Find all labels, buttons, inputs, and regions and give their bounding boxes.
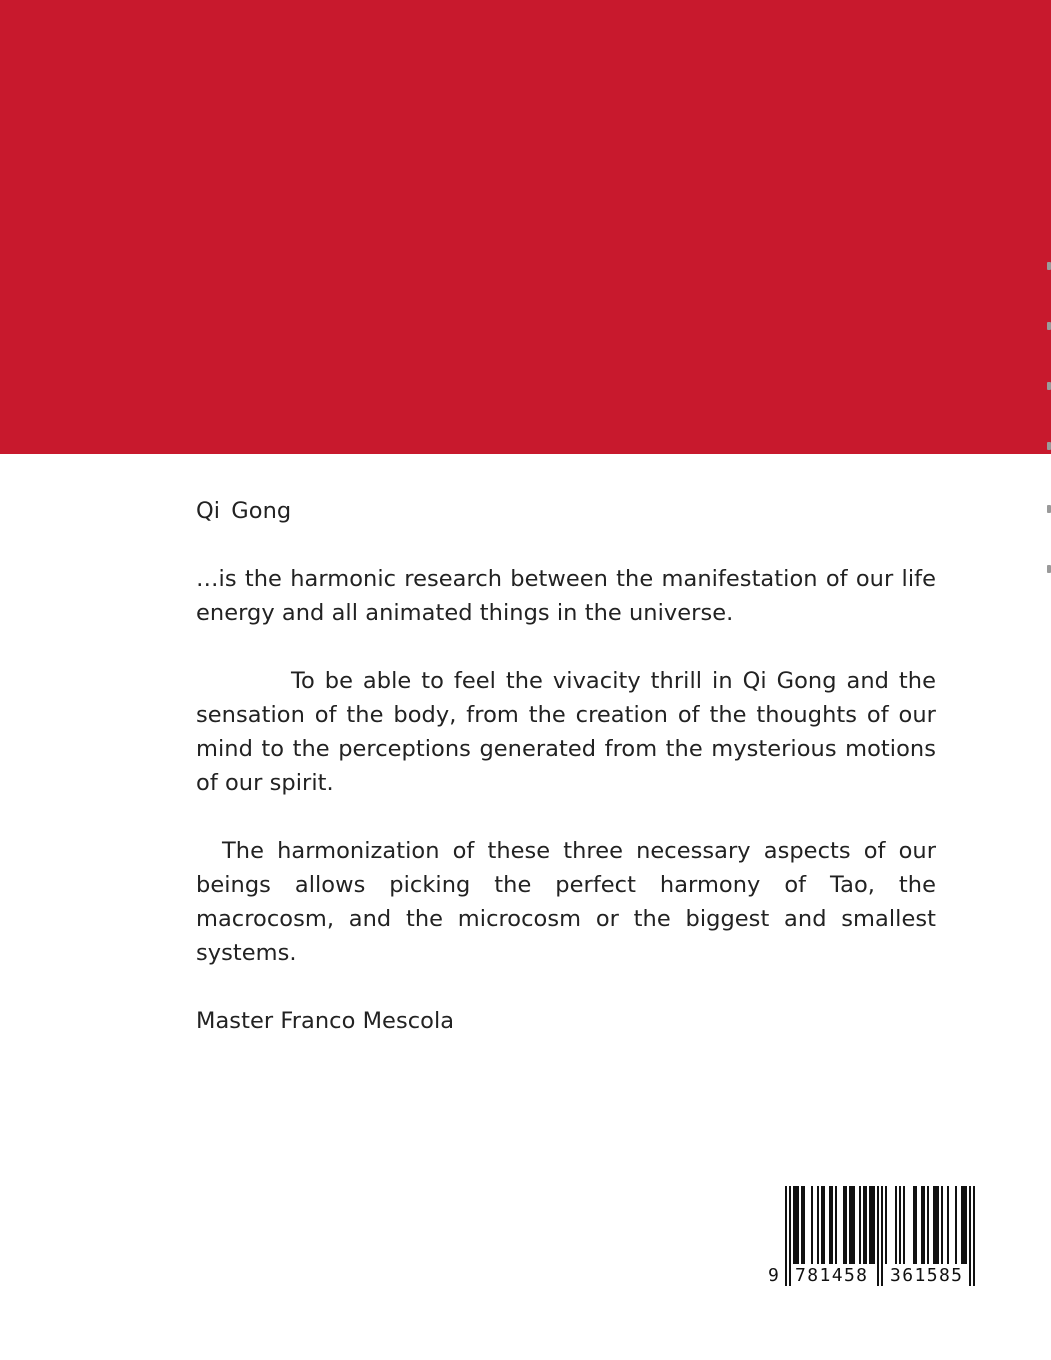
page-edge-marks bbox=[1045, 250, 1051, 590]
red-header-band bbox=[0, 0, 1051, 454]
edge-mark bbox=[1047, 322, 1051, 330]
barcode-bar bbox=[797, 1186, 799, 1264]
barcode-guard-bar bbox=[877, 1186, 879, 1286]
barcode-bar bbox=[829, 1186, 831, 1264]
barcode-bar bbox=[885, 1186, 887, 1264]
barcode-guard-bar bbox=[789, 1186, 791, 1286]
barcode-guard-bar bbox=[785, 1186, 787, 1286]
barcode-bar bbox=[859, 1186, 861, 1264]
barcode-bar bbox=[801, 1186, 803, 1264]
barcode-bar bbox=[871, 1186, 873, 1264]
barcode-bar bbox=[845, 1186, 847, 1264]
edge-mark bbox=[1047, 565, 1051, 573]
barcode-bar bbox=[811, 1186, 813, 1264]
barcode-bar bbox=[831, 1186, 833, 1264]
barcode-bar bbox=[821, 1186, 823, 1264]
barcode-guard-bar bbox=[973, 1186, 975, 1286]
barcode-right-group: 361585 bbox=[890, 1265, 964, 1286]
barcode-bar bbox=[863, 1186, 865, 1264]
back-cover-text bbox=[196, 494, 936, 1038]
isbn-barcode bbox=[768, 1186, 982, 1290]
barcode-left-group: 781458 bbox=[795, 1265, 869, 1286]
barcode-bar bbox=[963, 1186, 965, 1264]
title: Qi Gong bbox=[196, 498, 292, 524]
barcode-bar bbox=[961, 1186, 963, 1264]
barcode-bar bbox=[895, 1186, 897, 1264]
barcode-guard-bar bbox=[969, 1186, 971, 1286]
barcode-bar bbox=[865, 1186, 867, 1264]
edge-mark bbox=[1047, 442, 1051, 450]
barcode-bar bbox=[933, 1186, 935, 1264]
barcode-bar bbox=[927, 1186, 929, 1264]
barcode-bar bbox=[843, 1186, 845, 1264]
barcode-bar bbox=[915, 1186, 917, 1264]
barcode-bar bbox=[869, 1186, 871, 1264]
barcode-bar bbox=[947, 1186, 949, 1264]
barcode-bar bbox=[793, 1186, 795, 1264]
barcode-bar bbox=[795, 1186, 797, 1264]
barcode-guard-bar bbox=[881, 1186, 883, 1286]
barcode-bar bbox=[921, 1186, 923, 1264]
edge-mark bbox=[1047, 262, 1051, 270]
barcode-first-digit: 9 bbox=[768, 1265, 781, 1286]
barcode-bar bbox=[853, 1186, 855, 1264]
barcode-bar bbox=[817, 1186, 819, 1264]
barcode-bar bbox=[803, 1186, 805, 1264]
edge-mark bbox=[1047, 505, 1051, 513]
barcode-bar bbox=[823, 1186, 825, 1264]
barcode-bar bbox=[903, 1186, 905, 1264]
barcode-bar bbox=[851, 1186, 853, 1264]
barcode-bar bbox=[935, 1186, 937, 1264]
barcode-bar bbox=[923, 1186, 925, 1264]
barcode-bar bbox=[937, 1186, 939, 1264]
barcode-bar bbox=[913, 1186, 915, 1264]
barcode-bar bbox=[899, 1186, 901, 1264]
barcode-bar bbox=[835, 1186, 837, 1264]
barcode-bar bbox=[849, 1186, 851, 1264]
barcode-bar bbox=[941, 1186, 943, 1264]
author-signature: Master Franco Mescola bbox=[196, 1008, 455, 1034]
paragraph-intro: …is the harmonic research between the manifestation of our life energy and all animated things in the universe. bbox=[196, 566, 936, 626]
edge-mark bbox=[1047, 382, 1051, 390]
barcode-bar bbox=[955, 1186, 957, 1264]
paragraph-vivacity: To be able to feel the vivacity thrill in Qi Gong and the sensation of the body, from the creation of the thoughts of our mind to the perceptions generated from the mysterious motions of our spirit. bbox=[196, 668, 936, 796]
barcode-bar bbox=[965, 1186, 967, 1264]
barcode-bar bbox=[873, 1186, 875, 1264]
paragraph-harmonization: The harmonization of these three necessary aspects of our beings allows picking the perfect harmony of Tao, the macrocosm, and the microcosm or the biggest and smallest systems. bbox=[196, 838, 936, 966]
